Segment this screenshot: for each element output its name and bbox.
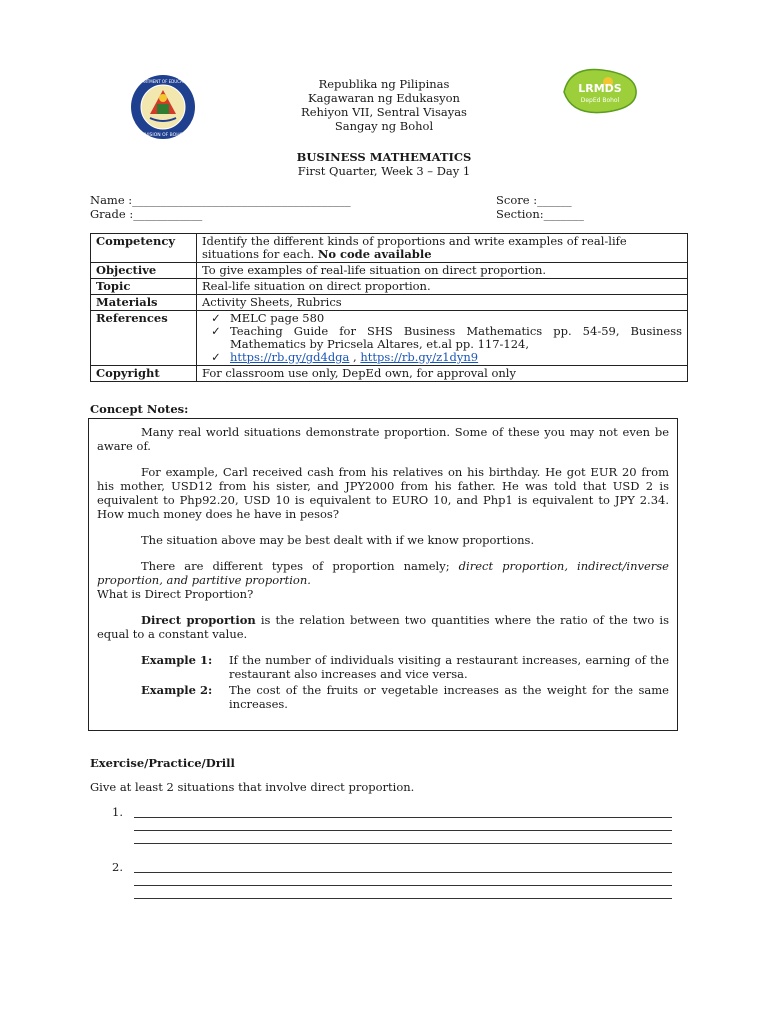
concept-paragraph: Many real world situations demonstrate proportion. Some of these you may not even be aware of. bbox=[97, 425, 669, 453]
link-separator: , bbox=[349, 350, 361, 364]
reference-link[interactable]: https://rb.gy/gd4dga bbox=[230, 350, 350, 364]
section-field[interactable]: Section:_______ bbox=[496, 207, 584, 221]
concept-paragraph: The situation above may be best dealt with if we know proportions. bbox=[141, 533, 535, 547]
example-text: If the number of individuals visiting a restaurant increases, earning of the restaurant also increases and vice versa. bbox=[229, 653, 669, 681]
competency-row bbox=[91, 234, 688, 263]
example-1 bbox=[97, 653, 669, 681]
answer-row bbox=[112, 873, 672, 886]
example-text: The cost of the fruits or vegetable increases as the weight for the same increases. bbox=[229, 683, 669, 711]
objective-row bbox=[91, 263, 688, 279]
copyright-row bbox=[91, 366, 688, 382]
lesson-info-table bbox=[90, 233, 688, 382]
answer-row bbox=[112, 886, 672, 899]
answer-row bbox=[112, 831, 672, 844]
answer-block-2 bbox=[112, 860, 672, 899]
document-title: BUSINESS MATHEMATICS bbox=[296, 150, 472, 164]
definition-term: Direct proportion bbox=[141, 613, 256, 627]
answer-line[interactable] bbox=[134, 807, 672, 818]
svg-text:DEPARTMENT OF EDUCATION: DEPARTMENT OF EDUCATION bbox=[133, 79, 193, 84]
answer-row bbox=[112, 860, 672, 873]
drill-instruction: Give at least 2 situations that involve direct proportion. bbox=[90, 780, 415, 794]
checkmark-icon: ✓ bbox=[211, 324, 221, 338]
answer-line[interactable] bbox=[134, 862, 672, 873]
svg-text:LRMDS: LRMDS bbox=[578, 82, 622, 95]
drill-heading: Exercise/Practice/Drill bbox=[90, 756, 235, 770]
reference-item bbox=[202, 325, 682, 351]
competency-cell bbox=[197, 234, 688, 263]
references-row bbox=[91, 311, 688, 366]
answer-block-1 bbox=[112, 805, 672, 844]
header-line: Rehiyon VII, Sentral Visayas bbox=[301, 105, 467, 119]
topic-text: Real-life situation on direct proportion. bbox=[197, 279, 688, 295]
answer-row bbox=[112, 805, 672, 818]
competency-text: Identify the different kinds of proportions and write examples of real-life situations for each. bbox=[202, 234, 627, 261]
reference-link[interactable]: https://rb.gy/z1dyn9 bbox=[360, 350, 479, 364]
document-subtitle: First Quarter, Week 3 – Day 1 bbox=[297, 164, 471, 178]
grade-field[interactable]: Grade :____________ bbox=[90, 207, 203, 221]
answer-number: 2. bbox=[112, 860, 123, 874]
svg-text:DIVISION OF BOHOL: DIVISION OF BOHOL bbox=[140, 133, 186, 138]
example-2 bbox=[97, 683, 669, 711]
header-line: Sangay ng Bohol bbox=[334, 119, 434, 133]
answer-number: 1. bbox=[112, 805, 123, 819]
copyright-text: For classroom use only, DepEd own, for approval only bbox=[197, 366, 688, 382]
definition-text: is the relation between two quantities where the ratio of the two is equal to a constant value. bbox=[97, 613, 669, 641]
reference-text: MELC page 580 bbox=[230, 311, 325, 325]
materials-row bbox=[91, 295, 688, 311]
header-line: Republika ng Pilipinas bbox=[318, 77, 450, 91]
materials-text: Activity Sheets, Rubrics bbox=[197, 295, 688, 311]
concept-notes-box bbox=[88, 418, 678, 731]
svg-text:DepEd Bohol: DepEd Bohol bbox=[580, 97, 620, 104]
proportion-types-italic: direct proportion, indirect/inverse proportion, and partitive proportion. bbox=[97, 559, 669, 587]
checkmark-icon: ✓ bbox=[211, 350, 221, 364]
references-label: References bbox=[91, 311, 197, 366]
reference-text: Teaching Guide for SHS Business Mathematics pp. 54-59, Business Mathematics by Pricsela Altares, et.al pp. 117-124, bbox=[230, 324, 682, 351]
copyright-label: Copyright bbox=[91, 366, 197, 382]
topic-label: Topic bbox=[91, 279, 197, 295]
objective-text: To give examples of real-life situation on direct proportion. bbox=[197, 263, 688, 279]
score-field[interactable]: Score :______ bbox=[496, 193, 572, 207]
direct-proportion-question: What is Direct Proportion? bbox=[97, 587, 254, 601]
name-field[interactable]: Name :______________________________________ bbox=[90, 193, 351, 207]
materials-label: Materials bbox=[91, 295, 197, 311]
references-cell bbox=[197, 311, 688, 366]
example-label: Example 1: bbox=[141, 653, 213, 667]
proportion-types-text: There are different types of proportion namely; bbox=[141, 559, 459, 573]
proportion-types-paragraph bbox=[97, 559, 669, 587]
competency-label: Competency bbox=[91, 234, 197, 263]
answer-line[interactable] bbox=[134, 888, 672, 899]
agency-header bbox=[0, 77, 768, 133]
checkmark-icon: ✓ bbox=[211, 311, 221, 325]
definition-paragraph bbox=[97, 613, 669, 641]
reference-item bbox=[202, 351, 682, 364]
topic-row bbox=[91, 279, 688, 295]
concept-notes-heading: Concept Notes: bbox=[90, 402, 189, 416]
concept-paragraph: For example, Carl received cash from his relatives on his birthday. He got EUR 20 from his mother, USD12 from his sister, and JPY2000 from his father. He was told that USD 2 is equivalent to Php92.20, USD 10 is equivalent to EURO 10, and Php1 is equivalent to JPY 2.34. How much money does he have in pesos? bbox=[97, 465, 669, 521]
answer-line[interactable] bbox=[134, 833, 672, 844]
answer-row bbox=[112, 818, 672, 831]
competency-code-note: No code available bbox=[317, 247, 432, 261]
objective-label: Objective bbox=[91, 263, 197, 279]
answer-line[interactable] bbox=[134, 820, 672, 831]
answer-line[interactable] bbox=[134, 875, 672, 886]
example-label: Example 2: bbox=[141, 683, 213, 697]
header-line: Kagawaran ng Edukasyon bbox=[308, 91, 460, 105]
